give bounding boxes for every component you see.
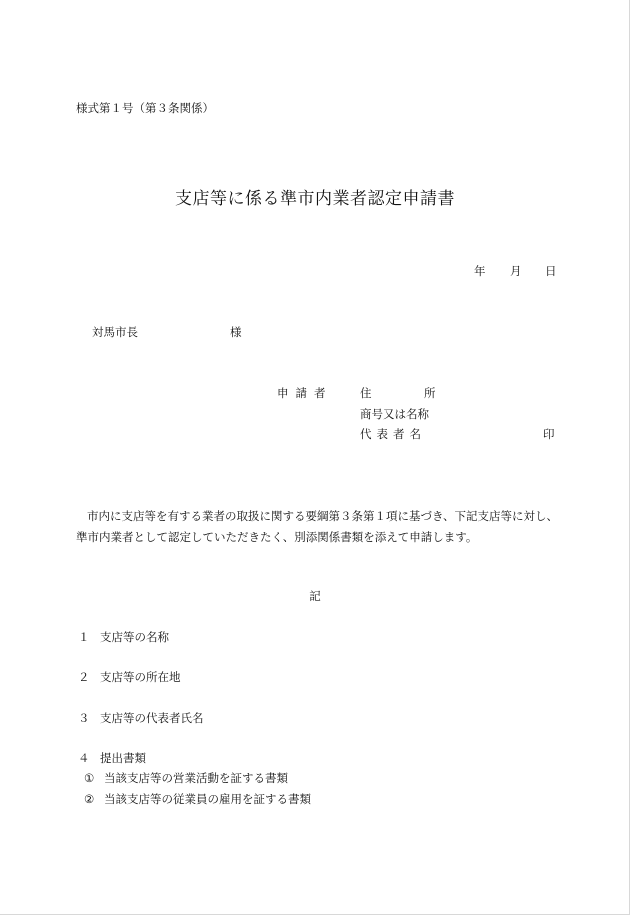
ki-heading: 記 (309, 589, 321, 603)
document-list-item (84, 770, 288, 786)
item-label: 支店等の所在地 (100, 670, 181, 684)
address-label-part1: 住 (360, 386, 372, 400)
item-number: ３ (78, 711, 90, 725)
application-body-text: 市内に支店等を有する業者の取扱に関する要綱第３条第１項に基づき、下記支店等に対し、準市内業者として認定していただきたく、別添関係書類を添えて申請します。 (76, 509, 559, 544)
date-year-label: 年 (474, 264, 486, 278)
document-list-item (84, 791, 311, 807)
item-number: ４ (78, 751, 90, 765)
form-number: 様式第１号（第３条関係） (76, 101, 214, 115)
addressee-suffix: 様 (230, 325, 242, 339)
company-name-label: 商号又は名称 (360, 407, 429, 421)
item-label: 支店等の名称 (100, 630, 169, 644)
item-number: １ (78, 630, 90, 644)
item-number: ２ (78, 670, 90, 684)
list-item (78, 750, 146, 766)
list-item (78, 629, 169, 645)
document-title: 支店等に係る準市内業者認定申請書 (175, 189, 455, 209)
list-item (78, 669, 181, 685)
date-month-label: 月 (510, 264, 522, 278)
document-label: 当該支店等の従業員の雇用を証する書類 (104, 792, 311, 806)
document-mark: ② (84, 792, 95, 806)
item-label: 支店等の代表者氏名 (100, 711, 204, 725)
document-mark: ① (84, 771, 95, 785)
date-day-label: 日 (545, 264, 557, 278)
item-label: 提出書類 (100, 751, 146, 765)
seal-mark: 印 (543, 427, 555, 441)
address-label-part2: 所 (424, 386, 436, 400)
applicant-label: 申請者 (277, 386, 333, 400)
representative-label: 代表者名 (360, 427, 426, 441)
list-item (78, 710, 204, 726)
addressee-name: 対馬市長 (92, 325, 138, 339)
document-label: 当該支店等の営業活動を証する書類 (104, 771, 288, 785)
